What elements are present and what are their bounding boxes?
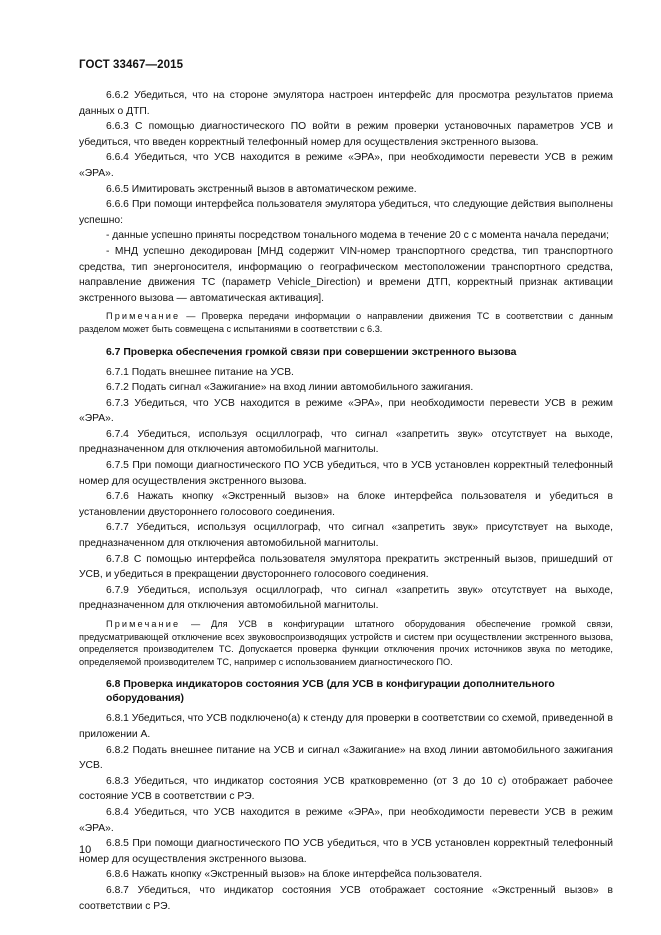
note-text: — Для УСВ в конфигурации штатного оборудования обеспечение громкой связи, предусматривающей отключение всех звуковоспроизводящих устройств и систем при осуществлении экстренного вызова, определяется производителем ТС. Допускается проверка функции отключения прочих источников звука по методике, определяемой производителем ТС, например с использованием диагностического ПО. — [79, 619, 613, 667]
paragraph-6-8-6: 6.8.6 Нажать кнопку «Экстренный вызов» на блоке интерфейса пользователя. — [106, 869, 483, 881]
paragraph-6-6-6: 6.6.6 При помощи интерфейса пользователя эмулятора убедиться, что следующие действия выполнены успешно: — [79, 199, 613, 226]
note-label: Примечание — [106, 311, 181, 322]
paragraph-6-7-9: 6.7.9 Убедиться, используя осциллограф, что сигнал «запретить звук» отсутствует на выходе, предназначенном для отключения автомобильной магнитолы. — [79, 584, 613, 612]
paragraph-6-7-3: 6.7.3 Убедиться, что УСВ находится в режиме «ЭРА», при необходимости перевести УСВ в режим «ЭРА». — [79, 397, 613, 425]
paragraph-6-7-1: 6.7.1 Подать внешнее питание на УСВ. — [106, 366, 294, 378]
paragraph-6-6-4: 6.6.4 Убедиться, что УСВ находится в режиме «ЭРА», при необходимости перевести УСВ в режим «ЭРА». — [79, 152, 613, 179]
paragraph-6-6-3: 6.6.3 С помощью диагностического ПО войти в режим проверки установочных параметров УСВ и убедиться, что введен корректный телефонный номер для осуществления экстренного вызова. — [79, 121, 613, 148]
standard-header: ГОСТ 33467—2015 — [79, 59, 184, 71]
paragraph-6-7-4: 6.7.4 Убедиться, используя осциллограф, что сигнал «запретить звук» отсутствует на выходе, предназначенном для отключения автомобильной магнитолы. — [79, 428, 613, 456]
paragraph-6-7-7: 6.7.7 Убедиться, используя осциллограф, что сигнал «запретить звук» присутствует на выходе, предназначенном для отключения автомобильной магнитолы. — [79, 522, 613, 550]
paragraph-6-7-8: 6.7.8 С помощью интерфейса пользователя эмулятора прекратить экстренный вызов, пришедший от УСВ, и убедиться в прекращении двустороннего голосового соединения. — [79, 553, 613, 581]
paragraph-6-6-2: 6.6.2 Убедиться, что на стороне эмулятора настроен интерфейс для просмотра результатов приема данных о ДТП. — [79, 90, 613, 117]
section-heading-6-7: 6.7 Проверка обеспечения громкой связи при совершении экстренного вызова — [106, 346, 517, 358]
note-text: — Проверка передачи информации о направлении движения ТС в соответствии с данным разделом может быть совмещена с испытаниями в соответствии с 6.3. — [79, 311, 613, 334]
paragraph-6-8-3: 6.8.3 Убедиться, что индикатор состояния УСВ кратковременно (от 3 до 10 с) отображает рабочее состояние УСВ в соответствии с РЭ. — [79, 775, 613, 803]
note-1 — [79, 310, 613, 335]
list-item-mnd-decoded: - МНД успешно декодирован [МНД содержит VIN-номер транспортного средства, тип транспортного средства, тип энергоносителя, информацию о географическом местоположении транспортного средства, направление движения ТС (параметр Vehicle_Direction) и времени ДТП, корректный признак активации экстренного вызова — автоматическая активация]. — [79, 245, 613, 304]
list-item-data-received: - данные успешно приняты посредством тонального модема в течение 20 с с момента начала передачи; — [106, 230, 610, 242]
paragraph-6-8-7: 6.8.7 Убедиться, что индикатор состояния УСВ отображает состояние «Экстренный вызов» в соответствии с РЭ. — [79, 884, 613, 912]
paragraph-6-8-4: 6.8.4 Убедиться, что УСВ находится в режиме «ЭРА», при необходимости перевести УСВ в режим «ЭРА». — [79, 806, 613, 834]
paragraph-6-8-2: 6.8.2 Подать внешнее питание на УСВ и сигнал «Зажигание» на вход линии автомобильного зажигания УСВ. — [79, 744, 613, 772]
paragraph-6-7-5: 6.7.5 При помощи диагностического ПО УСВ убедиться, что в УСВ установлен корректный телефонный номер для осуществления экстренного вызова. — [79, 460, 613, 487]
note-label: Примечание — [106, 619, 181, 629]
page-number: 10 — [79, 844, 92, 856]
document-body — [79, 88, 613, 914]
paragraph-6-8-5: 6.8.5 При помощи диагностического ПО УСВ убедиться, что в УСВ установлен корректный телефонный номер для осуществления экстренного вызова. — [79, 838, 613, 865]
note-2 — [79, 618, 613, 668]
paragraph-6-7-6: 6.7.6 Нажать кнопку «Экстренный вызов» на блоке интерфейса пользователя и убедиться в установлении двустороннего голосового соединения. — [79, 491, 613, 518]
paragraph-6-8-1: 6.8.1 Убедиться, что УСВ подключено(а) к стенду для проверки в соответствии со схемой, приведенной в приложении А. — [79, 713, 613, 740]
paragraph-6-6-5: 6.6.5 Имитировать экстренный вызов в автоматическом режиме. — [106, 183, 417, 195]
paragraph-6-7-2: 6.7.2 Подать сигнал «Зажигание» на вход линии автомобильного зажигания. — [106, 382, 474, 394]
section-heading-6-8: 6.8 Проверка индикаторов состояния УСВ (для УСВ в конфигурации дополнительного оборудования) — [106, 679, 555, 705]
